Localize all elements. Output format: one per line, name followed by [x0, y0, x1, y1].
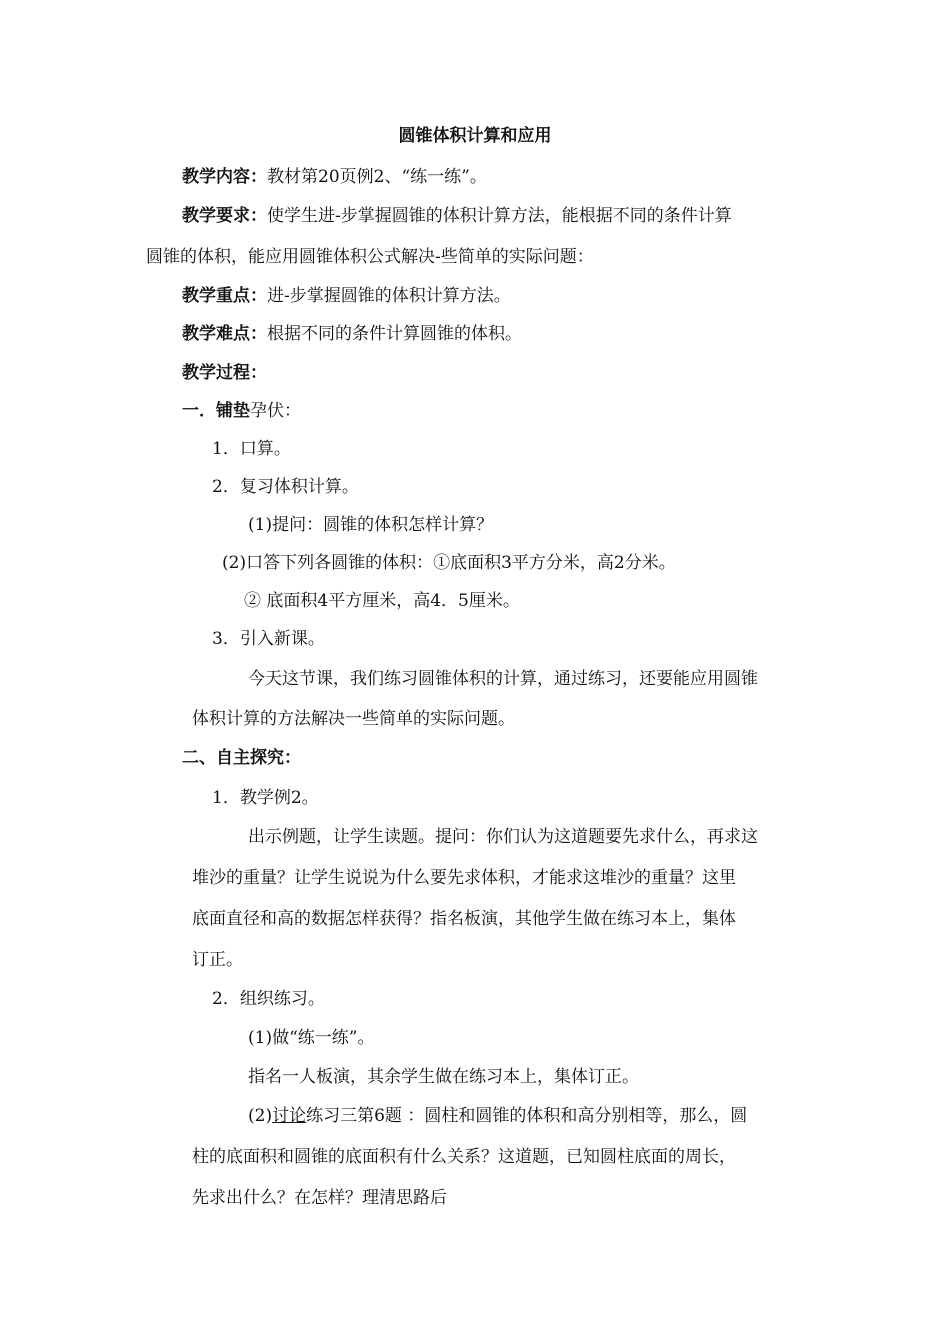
s2-item2-q2-line2: 柱的底面积和圆锥的底面积有什么关系？这道题，已知圆柱底面的周长， [192, 1147, 736, 1167]
key-text: 进-步掌握圆锥的体积计算方法。 [267, 286, 511, 306]
s2-item2-q2-line1 [248, 1104, 747, 1128]
key-label: 教学重点： [182, 286, 267, 306]
content-text: 教材第20页例2、“练一练”。 [267, 167, 487, 187]
s1-item3-paragraph-line2: 体积计算的方法解决一些简单的实际问题。 [192, 709, 515, 729]
s2-item1-paragraph-line3: 底面直径和高的数据怎样获得？指名板演，其他学生做在练习本上，集体 [192, 909, 736, 929]
difficulty-text: 根据不同的条件计算圆锥的体积。 [267, 324, 522, 344]
s1-item2: 2．复习体积计算。 [212, 477, 359, 497]
document-title: 圆锥体积计算和应用 [398, 126, 552, 146]
s1-item2-q3: ② 底面积4平方厘米，高4．5厘米。 [244, 591, 520, 611]
s1-item1: 1．口算。 [212, 439, 291, 459]
requirement-row [182, 204, 732, 228]
difficulty-label: 教学难点： [182, 324, 267, 344]
s1-item2-q2: (2)口答下列各圆锥的体积：①底面积3平方分米，高2分米。 [222, 553, 676, 573]
s2-item2-q1: (1)做“练一练”。 [248, 1028, 375, 1048]
s1-item2-q1: (1)提问：圆锥的体积怎样计算？ [248, 515, 494, 535]
s2-item1: 1．教学例2。 [212, 788, 319, 808]
s2-item2-q2-rest: 练习三第6题 ：圆柱和圆锥的体积和高分别相等，那么，圆 [306, 1106, 748, 1126]
s2-item2-q2-prefix: (2) [248, 1106, 273, 1126]
s2-item1-paragraph-line2: 堆沙的重量？让学生说说为什么要先求体积，才能求这堆沙的重量？这里 [192, 868, 736, 888]
s1-item3: 3．引入新课。 [212, 629, 325, 649]
requirement-label: 教学要求： [182, 206, 267, 226]
s2-item1-paragraph-line1: 出示例题，让学生读题。提问：你们认为这道题要先求什么，再求这 [248, 827, 758, 847]
discuss-underlined-word: 讨论 [272, 1106, 307, 1126]
s2-item1-paragraph-line4: 订正。 [192, 950, 243, 970]
section1-heading-bold: 一．铺垫 [182, 401, 250, 421]
s2-item2: 2．组织练习。 [212, 989, 325, 1009]
s2-item2-q1-text: 指名一人板演，其余学生做在练习本上，集体订正。 [248, 1067, 639, 1087]
requirement-text-line1: 使学生进-步掌握圆锥的体积计算方法，能根据不同的条件计算 [267, 206, 732, 226]
section1-heading-rest: 孕伏： [250, 401, 301, 421]
key-row [182, 284, 511, 308]
content-row [182, 165, 487, 189]
process-heading: 教学过程： [182, 363, 267, 383]
content-label: 教学内容： [182, 167, 267, 187]
difficulty-row [182, 322, 522, 346]
s2-item2-q2-line3: 先求出什么？在怎样？理清思路后 [192, 1188, 447, 1208]
s1-item3-paragraph-line1: 今天这节课，我们练习圆锥体积的计算，通过练习，还要能应用圆锥 [248, 669, 758, 689]
section1-heading [182, 399, 301, 423]
section2-heading: 二、自主探究： [182, 748, 301, 768]
requirement-text-line2: 圆锥的体积，能应用圆锥体积公式解决-些简单的实际问题： [146, 247, 594, 267]
